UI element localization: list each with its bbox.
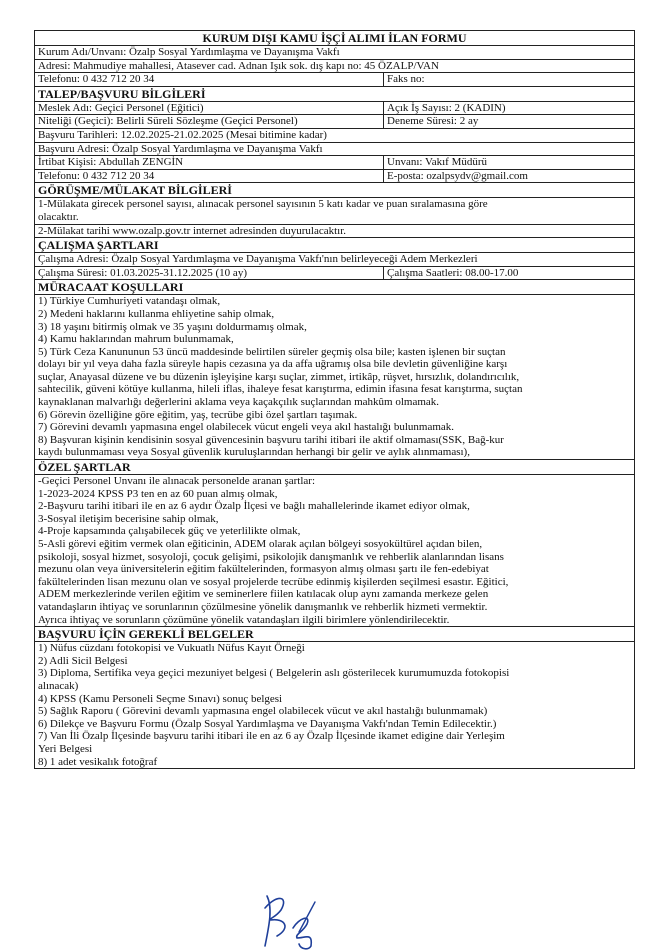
interview-line: 1-Mülakata girecek personel sayısı, alınacak personel sayısının 5 katı kadar ve puan sıralamasına göre — [38, 198, 488, 211]
condition-line: 6) Görevin özelliğine göre eğitim, yaş, tecrübe gibi özel şartları taşımak. — [38, 408, 358, 421]
section-calisma-heading: ÇALIŞMA ŞARTLARI — [35, 238, 635, 253]
contact-email: E-posta: ozalpsydv@gmail.com — [384, 169, 635, 183]
institution-address: Adresi: Mahmudiye mahallesi, Atasever cad. Adnan Işık sok. dış kapı no: 45 ÖZALP/VAN — [35, 59, 635, 73]
document-line: alınacak) — [38, 679, 79, 692]
condition-line: dolayı bir yıl veya daha fazla süreyle hapis cezasına ya da affa uğramış olsa bile devletin güvenliğine karşı — [38, 358, 508, 371]
section-talep-heading: TALEP/BAŞVURU BİLGİLERİ — [35, 86, 635, 101]
open-positions: Açık İş Sayısı: 2 (KADIN) — [384, 101, 635, 115]
condition-line: 2) Medeni haklarını kullanma ehliyetine sahip olmak, — [38, 307, 275, 320]
application-address: Başvuru Adresi: Özalp Sosyal Yardımlaşma ve Dayanışma Vakfı — [35, 142, 635, 156]
special-line: vatandaşların ihtiyaç ve sorunlarının çözülmesine yönelik danışmanlık ve rehberlik hizmeti vermektir. — [38, 600, 488, 613]
institution-name: Kurum Adı/Unvanı: Özalp Sosyal Yardımlaşma ve Dayanışma Vakfı — [35, 46, 635, 60]
application-dates: Başvuru Tarihleri: 12.02.2025-21.02.2025 (Mesai bitimine kadar) — [35, 128, 635, 142]
special-line: fakültelerinden lisan mezunu olan ve sosyal projelerde tecrübe edinmiş kişilerden seçilmesi esastır. Eğitici, — [38, 575, 509, 588]
condition-line: kaynaklanan malvarlığı değerlerini aklama veya kaçakçılık suçlarından mahkûm olmamak. — [38, 396, 440, 409]
condition-line: 8) Başvuran kişinin kendisinin sosyal güvencesinin başvuru tarihi itibari ile aktif olmaması(SSK, Bağ-kur — [38, 433, 504, 446]
interview-info-1 — [35, 198, 635, 224]
section-belgeler-heading: BAŞVURU İÇİN GEREKLİ BELGELER — [35, 627, 635, 642]
document-line: 8) 1 adet vesikalık fotoğraf — [38, 755, 158, 768]
interview-line: olacaktır. — [38, 210, 79, 223]
condition-line: 1) Türkiye Cumhuriyeti vatandaşı olmak, — [38, 295, 221, 308]
special-line: ADEM merkezlerinde verilen eğitim ve seminerlere fiilen katılacak olup aynı zamanda merkeze gelen — [38, 588, 489, 601]
job-nature: Niteliği (Geçici): Belirli Süreli Sözleşme (Geçici Personel) — [35, 115, 384, 129]
special-line: 5-Asli görevi eğitim vermek olan eğiticinin, ADEM olarak açılan bölgeyi sosyokültürel açıdan bilen, — [38, 538, 483, 550]
contact-title: Unvanı: Vakıf Müdürü — [384, 156, 635, 170]
condition-line: 5) Türk Ceza Kanununun 53 üncü maddesinde belirtilen süreler geçmiş olsa bile; kasten işlenen bir suçtan — [38, 345, 506, 358]
condition-line: 3) 18 yaşını bitirmiş olmak ve 35 yaşını doldurmamış olmak, — [38, 320, 307, 333]
institution-fax: Faks no: — [384, 73, 635, 87]
work-address: Çalışma Adresi: Özalp Sosyal Yardımlaşma ve Dayanışma Vakfı'nın belirleyeceği Adem Merkezleri — [35, 253, 635, 267]
condition-line: suçlar, Anayasal düzene ve bu düzenin işleyişine karşı suçlar, zimmet, irtikâp, rüşvet, hırsızlık, dolandırıcılık, — [38, 370, 520, 383]
required-documents — [35, 642, 635, 769]
section-ozel-heading: ÖZEL ŞARTLAR — [35, 460, 635, 475]
special-conditions — [35, 475, 635, 627]
application-conditions — [35, 295, 635, 460]
interview-info-2: 2-Mülakat tarihi www.ozalp.gov.tr internet adresinden duyurulacaktır. — [35, 224, 635, 238]
special-line: mezunu olan veya üniversitelerin eğitim fakültelerinden, formasyon almış olması şartı ile fen-edebiyat — [38, 563, 489, 576]
document-line: 4) KPSS (Kamu Personeli Seçme Sınavı) sonuç belgesi — [38, 692, 283, 705]
special-line: 4-Proje kapsamında çalışabilecek güç ve yeterlilikte olmak, — [38, 525, 301, 538]
condition-line: 4) Kamu haklarından mahrum bulunmamak, — [38, 333, 234, 346]
document-line: 3) Diploma, Sertifika veya geçici mezuniyet belgesi ( Belgelerin aslı gösterilecek kurumumuzda fotokopisi — [38, 667, 510, 680]
condition-line: 7) Görevini devamlı yapmasına engel olabilecek vücut engeli veya akıl hastalığı bulunmamak. — [38, 421, 455, 434]
special-line: 2-Başvuru tarihi itibari ile en az 6 aydır Özalp İlçesi ve bağlı mahallelerinde ikamet ediyor olmak, — [38, 500, 470, 513]
job-title: Meslek Adı: Geçici Personel (Eğitici) — [35, 101, 384, 115]
institution-phone: Telefonu: 0 432 712 20 34 — [35, 73, 384, 87]
document-line: 1) Nüfus cüzdanı fotokopisi ve Vukuatlı Nüfus Kayıt Örneği — [38, 642, 305, 655]
form-table — [34, 30, 635, 769]
condition-line: sahtecilik, güveni kötüye kullanma, hileli iflas, ihaleye fesat karıştırma, edimin ifasına fesat karıştırma, suçtan — [38, 383, 523, 396]
form-title: KURUM DIŞI KAMU İŞÇİ ALIMI İLAN FORMU — [35, 31, 635, 46]
work-hours: Çalışma Saatleri: 08.00-17.00 — [384, 266, 635, 280]
work-period: Çalışma Süresi: 01.03.2025-31.12.2025 (10 ay) — [35, 266, 384, 280]
announcement-form — [34, 30, 634, 769]
section-muracaat-heading: MÜRACAAT KOŞULLARI — [35, 280, 635, 295]
contact-phone: Telefonu: 0 432 712 20 34 — [35, 169, 384, 183]
document-line: 5) Sağlık Raporu ( Görevini devamlı yapmasına engel olabilecek vücut ve akıl hastalığı bulunmamak) — [38, 705, 488, 718]
contact-person: İrtibat Kişisi: Abdullah ZENGİN — [35, 156, 384, 170]
special-line: 3-Sosyal iletişim becerisine sahip olmak, — [38, 512, 219, 525]
section-gorusme-heading: GÖRÜŞME/MÜLAKAT BİLGİLERİ — [35, 183, 635, 198]
special-line: Ayrıca ihtiyaç ve sorunların çözümüne yönelik vatandaşları ilgili birimlere yönlendirilecektir. — [38, 613, 450, 626]
special-line: psikoloji, sosyal hizmet, sosyoloji, çocuk gelişimi, psikolojik danışmanlık ve rehberlik alanlarından lisans — [38, 550, 504, 563]
special-line: -Geçici Personel Unvanı ile alınacak personelde aranan şartlar: — [38, 475, 316, 488]
document-line: Yeri Belgesi — [38, 742, 93, 755]
document-line: 6) Dilekçe ve Başvuru Formu (Özalp Sosyal Yardımlaşma ve Dayanışma Vakfı'ndan Temin Edilecektir.) — [38, 717, 497, 730]
document-line: 2) Adli Sicil Belgesi — [38, 654, 128, 667]
special-line: 1-2023-2024 KPSS P3 ten en az 60 puan almış olmak, — [38, 487, 278, 500]
condition-line: kaydı bulunmaması veya Sosyal güvenlik kuruluşlarından herhangi bir gelir ve aylık alınmaması), — [38, 446, 470, 459]
document-line: 7) Van İli Özalp İlçesinde başvuru tarihi itibari ile en az 6 ay Özalp İlçesinde ikamet edigine dair Yerleşim — [38, 730, 505, 743]
handwritten-signature — [255, 888, 325, 952]
trial-period: Deneme Süresi: 2 ay — [384, 115, 635, 129]
